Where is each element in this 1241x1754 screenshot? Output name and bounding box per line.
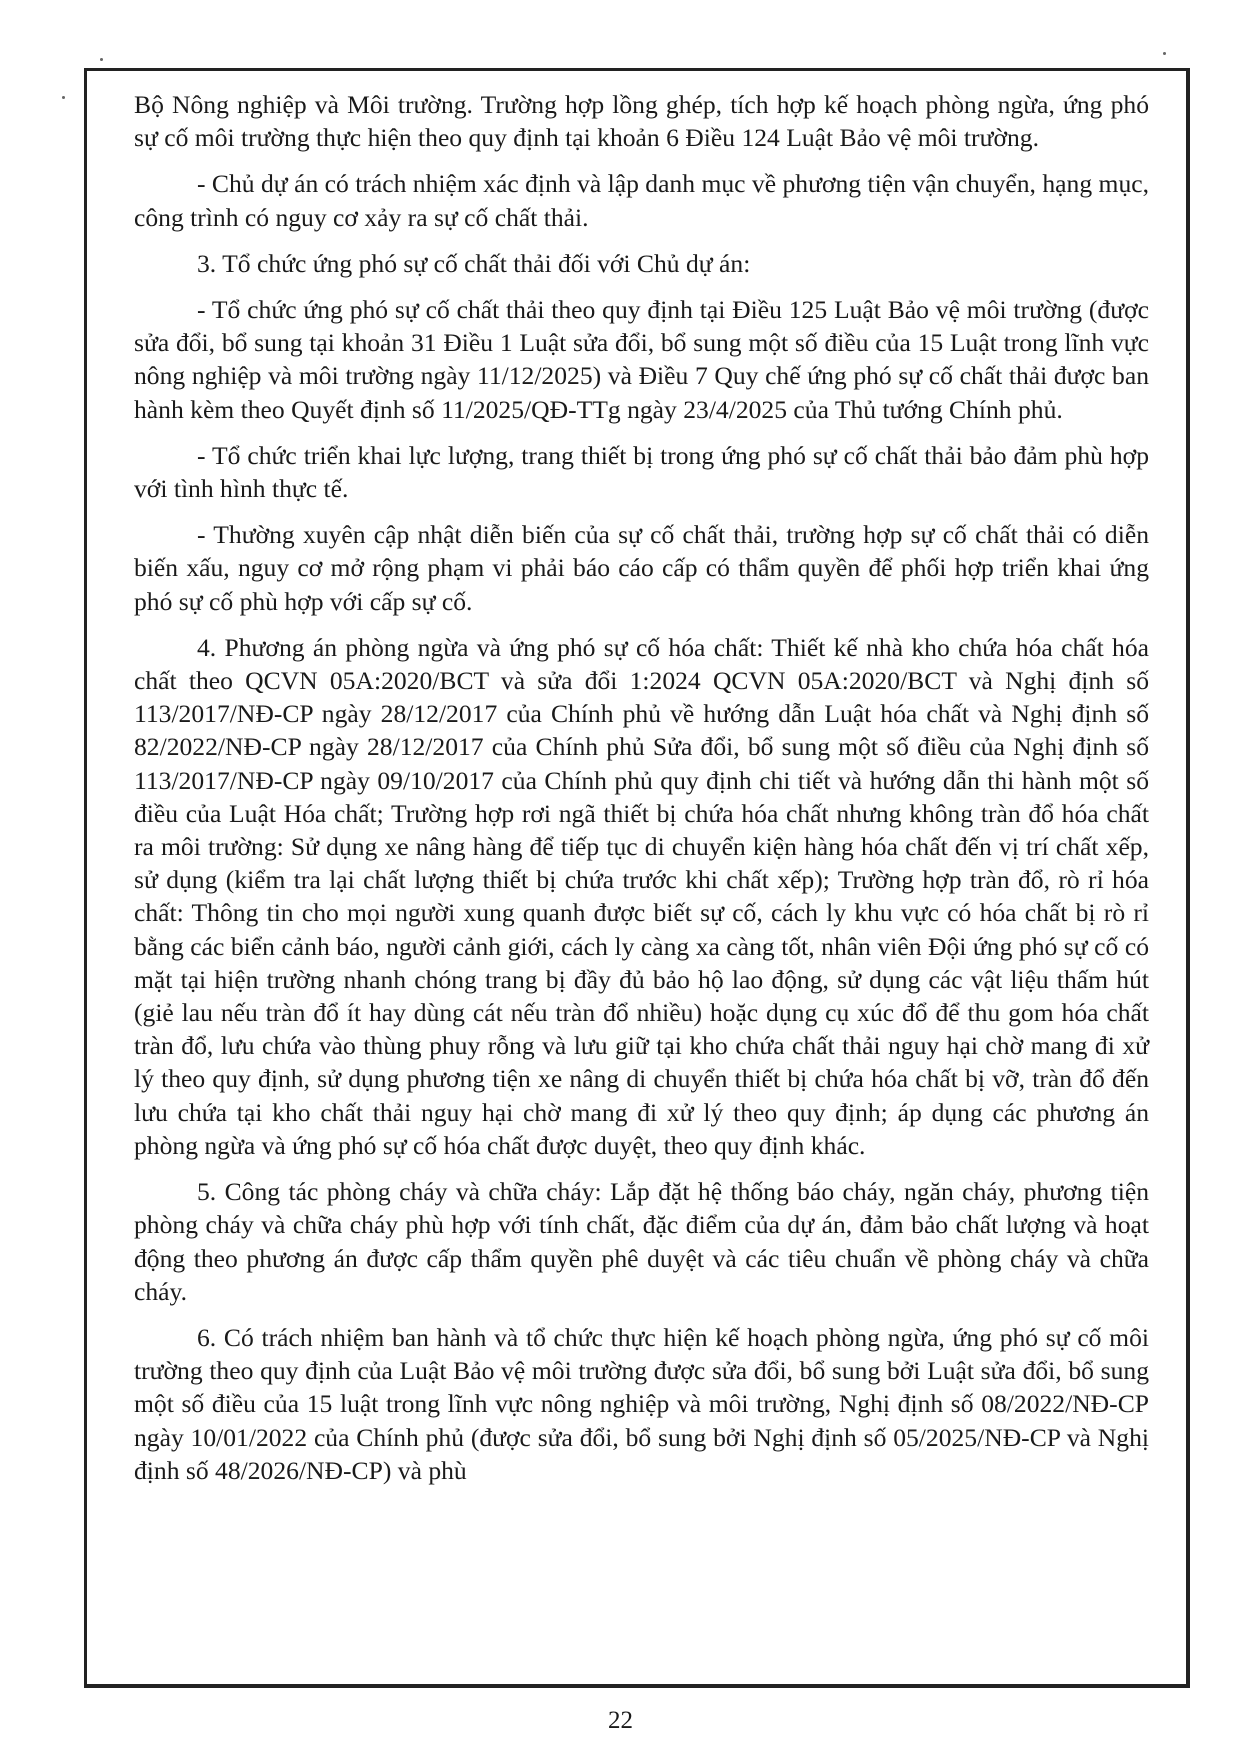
- section-6-environmental-plan: 6. Có trách nhiệm ban hành và tổ chức thực hiện kế hoạch phòng ngừa, ứng phó sự cố môi trường theo quy định của Luật Bảo vệ môi trường được sửa đổi, bổ sung bởi Luật sửa đổi, bổ sung một số điều của 15 luật trong lĩnh vực nông nghiệp và môi trường, Nghị định số 08/2022/NĐ-CP ngày 10/01/2022 của Chính phủ (được sửa đổi, bổ sung bởi Nghị định số 05/2025/NĐ-CP và Nghị định số 48/2026/NĐ-CP) và phù: [134, 1322, 1149, 1485]
- paragraph-bullet-waste-response: - Tổ chức ứng phó sự cố chất thải theo quy định tại Điều 125 Luật Bảo vệ môi trường (được sửa đổi, bổ sung tại khoản 31 Điều 1 Luật sửa đổi, bổ sung một số điều của 15 Luật trong lĩnh vực nông nghiệp và môi trường ngày 11/12/2025) và Điều 7 Quy chế ứng phó sự cố chất thải được ban hành kèm theo Quyết định số 11/2025/QĐ-TTg ngày 23/4/2025 của Thủ tướng Chính phủ.: [134, 295, 1149, 424]
- paragraph-bullet-vehicle-list: - Chủ dự án có trách nhiệm xác định và lập danh mục về phương tiện vận chuyển, hạng mục, công trình có nguy cơ xảy ra sự cố chất thải.: [134, 169, 1149, 232]
- page-number: 22: [608, 1707, 633, 1734]
- document-body: [134, 88, 1149, 1500]
- section-4-chemical-incident: 4. Phương án phòng ngừa và ứng phó sự cố hóa chất: Thiết kế nhà kho chứa hóa chất hóa chất theo QCVN 05A:2020/BCT và sửa đổi 1:2024 QCVN 05A:2020/BCT và Nghị định số 113/2017/NĐ-CP ngày 28/12/2017 của Chính phủ về hướng dẫn Luật hóa chất và Nghị định số 82/2022/NĐ-CP ngày 28/12/2017 của Chính phủ Sửa đổi, bổ sung một số điều của Nghị định số 113/2017/NĐ-CP ngày 09/10/2017 của Chính phủ quy định chi tiết và hướng dẫn thi hành một số điều của Luật Hóa chất; Trường hợp rơi ngã thiết bị chứa hóa chất nhưng không tràn đổ hóa chất ra môi trường: Sử dụng xe nâng hàng để tiếp tục di chuyển kiện hàng hóa chất đến vị trí chất xếp, sử dụng (kiểm tra lại chất lượng thiết bị chứa trước khi chất xếp); Trường hợp tràn đổ, rò rỉ hóa chất: Thông tin cho mọi người xung quanh được biết sự cố, cách ly khu vực có hóa chất bị rò rỉ bằng các biển cảnh báo, người cảnh giới, cách ly càng xa càng tốt, nhân viên Đội ứng phó sự cố có mặt tại hiện trường nhanh chóng trang bị đầy đủ bảo hộ lao động, sử dụng các vật liệu thấm hút (giẻ lau nếu tràn đổ ít hay dùng cát nếu tràn đổ nhiều) hoặc dụng cụ xúc đổ để thu gom hóa chất tràn đổ, lưu chứa vào thùng phuy rỗng và lưu giữ tại kho chứa chất thải nguy hại chờ mang đi xử lý theo quy định, sử dụng phương tiện xe nâng di chuyển thiết bị chứa hóa chất bị vỡ, tràn đổ đến lưu chứa tại kho chất thải nguy hại chờ mang đi xử lý theo quy định; áp dụng các phương án phòng ngừa và ứng phó sự cố hóa chất được duyệt, theo quy định khác.: [134, 632, 1149, 1160]
- paragraph-bullet-update-developments: - Thường xuyên cập nhật diễn biến của sự cố chất thải, trường hợp sự cố chất thải có diễn biến xấu, nguy cơ mở rộng phạm vi phải báo cáo cấp có thẩm quyền để phối hợp triển khai ứng phó sự cố phù hợp với cấp sự cố.: [134, 520, 1149, 616]
- scan-speck: [100, 58, 103, 61]
- scan-speck: [1163, 52, 1166, 55]
- section-5-fire-prevention: 5. Công tác phòng cháy và chữa cháy: Lắp đặt hệ thống báo cháy, ngăn cháy, phương tiện phòng cháy và chữa cháy phù hợp với tính chất, đặc điểm của dự án, đảm bảo chất lượng và hoạt động theo phương án được cấp thẩm quyền phê duyệt và các tiêu chuẩn về phòng cháy và chữa cháy.: [134, 1177, 1149, 1306]
- scan-speck: [62, 96, 65, 99]
- section-heading-3: 3. Tổ chức ứng phó sự cố chất thải đối với Chủ dự án:: [197, 248, 751, 278]
- paragraph-continuation: Bộ Nông nghiệp và Môi trường. Trường hợp lồng ghép, tích hợp kế hoạch phòng ngừa, ứng phó sự cố môi trường thực hiện theo quy định tại khoản 6 Điều 124 Luật Bảo vệ môi trường.: [134, 90, 1149, 153]
- paragraph-bullet-deploy-forces: - Tổ chức triển khai lực lượng, trang thiết bị trong ứng phó sự cố chất thải bảo đảm phù hợp với tình hình thực tế.: [134, 440, 1149, 504]
